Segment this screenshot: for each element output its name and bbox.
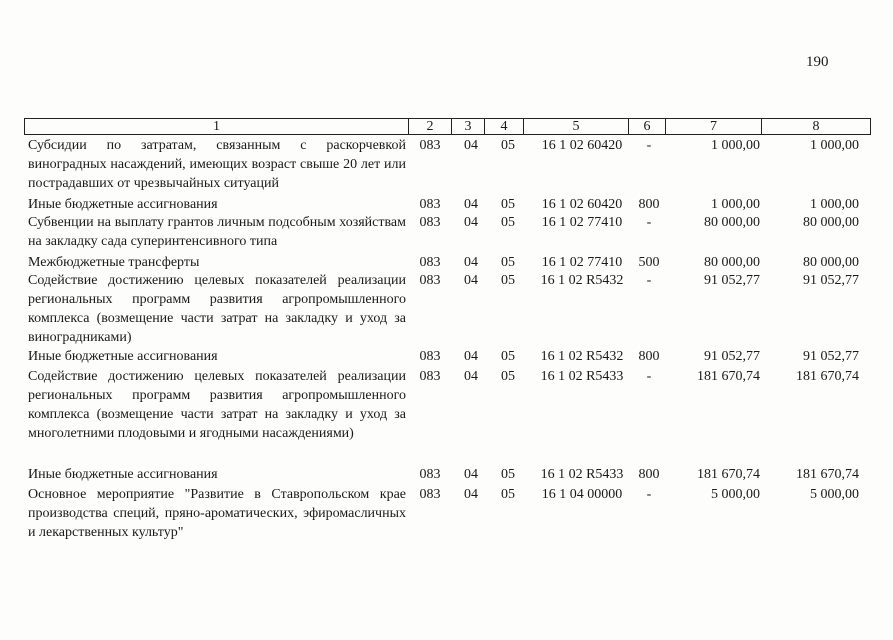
header-col-6: 6 xyxy=(628,118,666,135)
row-col-3: 04 xyxy=(464,273,478,288)
row-col-8: 5 000,00 xyxy=(810,487,859,502)
row-col-5: 16 1 02 R5432 xyxy=(540,349,624,364)
row-col-5: 16 1 02 77410 xyxy=(541,255,623,270)
header-col-2: 2 xyxy=(408,118,452,135)
row-col-4: 05 xyxy=(501,349,515,364)
row-col-6: 800 xyxy=(638,197,660,212)
row-col-8: 91 052,77 xyxy=(803,273,859,288)
row-col-7: 80 000,00 xyxy=(704,215,760,230)
row-name: Содействие достижению целевых показателей реализации региональных программ развития агропромышленного комплекса (возмещение части затрат на закладку и уход за виноградниками) xyxy=(28,273,406,345)
row-col-8: 1 000,00 xyxy=(810,197,859,212)
header-col-4: 4 xyxy=(484,118,524,135)
row-col-5: 16 1 02 60420 xyxy=(541,197,623,212)
row-col-6: - xyxy=(646,369,652,384)
row-col-3: 04 xyxy=(464,215,478,230)
row-col-4: 05 xyxy=(501,197,515,212)
row-name: Субсидии по затратам, связанным с раскорчевкой виноградных насаждений, имеющих возраст свыше 20 лет или пострадавших от чрезвычайных ситуаций xyxy=(28,138,406,191)
row-name: Основное мероприятие "Развитие в Ставропольском крае производства специй, пряно-ароматических, эфиромасличных и лекарственных культур" xyxy=(28,487,406,540)
row-col-6: 500 xyxy=(638,255,660,270)
row-name: Межбюджетные трансферты xyxy=(28,255,200,270)
row-col-5: 16 1 02 77410 xyxy=(541,215,623,230)
row-col-5: 16 1 04 00000 xyxy=(541,487,623,502)
row-name: Иные бюджетные ассигнования xyxy=(28,197,218,212)
row-col-2: 083 xyxy=(419,273,441,288)
row-col-3: 04 xyxy=(464,369,478,384)
row-col-8: 181 670,74 xyxy=(796,467,859,482)
row-name: Содействие достижению целевых показателей реализации региональных программ развития агропромышленного комплекса (возмещение части затрат на закладку и уход за многолетними плодовыми и ягодными насаждениями) xyxy=(28,369,406,441)
header-col-7: 7 xyxy=(665,118,762,135)
page-number: 190 xyxy=(806,54,829,70)
row-col-8: 91 052,77 xyxy=(803,349,859,364)
row-col-5: 16 1 02 R5432 xyxy=(540,273,624,288)
row-col-8: 1 000,00 xyxy=(810,138,859,153)
row-col-2: 083 xyxy=(419,369,441,384)
header-col-8: 8 xyxy=(761,118,871,135)
row-col-7: 181 670,74 xyxy=(697,467,760,482)
row-col-6: - xyxy=(646,138,652,153)
row-col-2: 083 xyxy=(419,349,441,364)
row-col-2: 083 xyxy=(419,487,441,502)
row-col-8: 181 670,74 xyxy=(796,369,859,384)
row-col-7: 80 000,00 xyxy=(704,255,760,270)
row-col-6: 800 xyxy=(638,349,660,364)
row-col-2: 083 xyxy=(419,138,441,153)
row-col-2: 083 xyxy=(419,467,441,482)
row-col-4: 05 xyxy=(501,215,515,230)
row-col-6: - xyxy=(646,273,652,288)
row-col-3: 04 xyxy=(464,138,478,153)
row-col-2: 083 xyxy=(419,197,441,212)
row-col-3: 04 xyxy=(464,255,478,270)
row-name: Иные бюджетные ассигнования xyxy=(28,467,218,482)
row-col-3: 04 xyxy=(464,349,478,364)
row-col-5: 16 1 02 R5433 xyxy=(540,369,624,384)
row-col-2: 083 xyxy=(419,255,441,270)
row-col-7: 91 052,77 xyxy=(704,273,760,288)
header-col-3: 3 xyxy=(451,118,485,135)
row-name: Субвенции на выплату грантов личным подсобным хозяйствам на закладку сада суперинтенсивного типа xyxy=(28,215,406,249)
row-col-4: 05 xyxy=(501,369,515,384)
row-col-7: 1 000,00 xyxy=(711,197,760,212)
row-col-7: 1 000,00 xyxy=(711,138,760,153)
row-col-4: 05 xyxy=(501,467,515,482)
table-header xyxy=(24,118,871,135)
header-col-5: 5 xyxy=(523,118,629,135)
row-col-4: 05 xyxy=(501,273,515,288)
row-name: Иные бюджетные ассигнования xyxy=(28,349,218,364)
row-col-7: 181 670,74 xyxy=(697,369,760,384)
row-col-7: 5 000,00 xyxy=(711,487,760,502)
row-col-3: 04 xyxy=(464,197,478,212)
row-col-6: - xyxy=(646,215,652,230)
row-col-4: 05 xyxy=(501,255,515,270)
row-col-4: 05 xyxy=(501,487,515,502)
row-col-4: 05 xyxy=(501,138,515,153)
header-col-1: 1 xyxy=(24,118,409,135)
row-col-3: 04 xyxy=(464,487,478,502)
row-col-6: 800 xyxy=(638,467,660,482)
row-col-8: 80 000,00 xyxy=(803,215,859,230)
row-col-3: 04 xyxy=(464,467,478,482)
row-col-5: 16 1 02 R5433 xyxy=(540,467,624,482)
row-col-8: 80 000,00 xyxy=(803,255,859,270)
row-col-7: 91 052,77 xyxy=(704,349,760,364)
row-col-6: - xyxy=(646,487,652,502)
row-col-2: 083 xyxy=(419,215,441,230)
row-col-5: 16 1 02 60420 xyxy=(541,138,623,153)
